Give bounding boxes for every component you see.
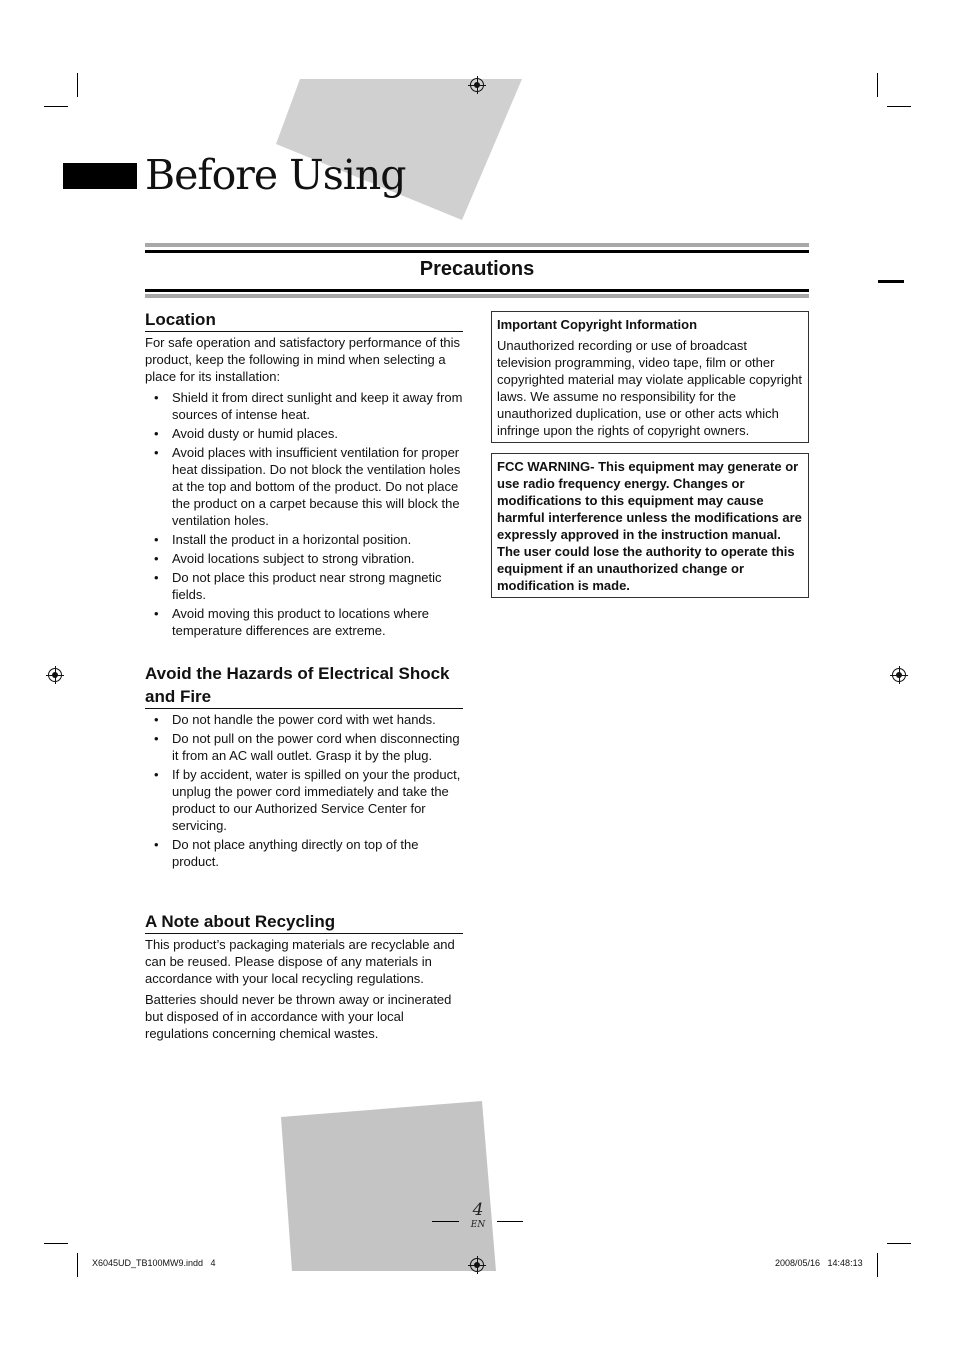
recycling-heading: A Note about Recycling xyxy=(145,910,463,934)
recycling-section xyxy=(145,910,463,1042)
copyright-info-box xyxy=(491,311,809,443)
crop-mark-bl-v xyxy=(77,1253,78,1277)
location-intro: For safe operation and satisfactory performance of this product, keep the following in mind when selecting a place for its installation: xyxy=(145,335,461,384)
registration-mark-left-icon xyxy=(48,668,62,682)
list-item: • Shield it from direct sunlight and keep it away from sources of intense heat. xyxy=(145,389,463,423)
copyright-box-title: Important Copyright Information xyxy=(497,317,698,332)
fcc-warning-text: FCC WARNING- This equipment may generate or use radio frequency energy. Changes or modifications to this equipment may cause harmful interference unless the modifications are expressly approved in the instruction manual. The user could lose the authority to operate this equipment if an unauthorized change or modification is made. xyxy=(497,459,802,593)
hazards-list xyxy=(145,711,463,870)
list-item: • Install the product in a horizontal position. xyxy=(145,531,463,548)
list-item: • Do not pull on the power cord when disconnecting it from an AC wall outlet. Grasp it by the plug. xyxy=(145,730,463,764)
recycling-paragraph-2: Batteries should never be thrown away or incinerated but disposed of in accordance with your local regulations concerning chemical wastes. xyxy=(145,992,452,1041)
section-rule-top-black xyxy=(145,250,809,253)
crop-mark-tr-v xyxy=(877,73,878,97)
chapter-marker-bar xyxy=(63,163,137,189)
list-item: • If by accident, water is spilled on your the product, unplug the power cord immediately and take the product to our Authorized Service Center for servicing. xyxy=(145,766,463,834)
footer-filename: X6045UD_TB100MW9.indd 4 xyxy=(92,1258,216,1268)
recycling-paragraph-1: This product’s packaging materials are recyclable and can be reused. Please dispose of any materials in accordance with your local recycling regulations. xyxy=(145,937,455,986)
footer-timestamp: 2008/05/16 14:48:13 xyxy=(775,1258,863,1268)
registration-mark-right-icon xyxy=(892,668,906,682)
section-rule-bottom-black xyxy=(145,289,809,292)
page-number-rule-left xyxy=(432,1221,459,1222)
page-language: EN xyxy=(470,1220,486,1230)
section-title: Precautions xyxy=(419,258,535,280)
section-rule-bottom-gray xyxy=(145,294,809,298)
crop-mark-br-h xyxy=(887,1243,911,1244)
hazards-heading: Avoid the Hazards of Electrical Shock and Fire xyxy=(145,662,463,709)
location-section xyxy=(145,308,463,641)
crop-mark-br-v xyxy=(877,1253,878,1277)
crop-mark-tl-h xyxy=(44,106,68,107)
crop-mark-tl-v xyxy=(77,73,78,97)
footer-gray-quad xyxy=(281,1101,496,1271)
registration-mark-top-icon xyxy=(470,78,484,92)
location-heading: Location xyxy=(145,308,463,332)
section-rule-top-gray xyxy=(145,243,809,247)
crop-mark-tr-h xyxy=(887,106,911,107)
crop-mark-bl-h xyxy=(44,1243,68,1244)
location-list xyxy=(145,389,463,639)
list-item: • Avoid dusty or humid places. xyxy=(145,425,463,442)
page-number: 4 xyxy=(472,1200,484,1220)
list-item: • Do not place this product near strong magnetic fields. xyxy=(145,569,463,603)
registration-mark-bottom-icon xyxy=(470,1258,484,1272)
hazards-section xyxy=(145,662,463,872)
copyright-box-text: Unauthorized recording or use of broadcast television programming, video tape, film or other copyrighted material may violate applicable copyright laws. We assume no responsibility for the unauthorized duplication, use or other acts which infringe upon the rights of copyright owners. xyxy=(497,338,802,438)
list-item: • Avoid places with insufficient ventilation for proper heat dissipation. Do not block the ventilation holes at the top and bottom of the product. Do not place the product on a carpet because this will block the ventilation holes. xyxy=(145,444,463,529)
page-number-rule-right xyxy=(497,1221,523,1222)
chapter-title: Before Using xyxy=(145,151,406,199)
fcc-warning-box xyxy=(491,453,809,598)
list-item: • Avoid locations subject to strong vibration. xyxy=(145,550,463,567)
sidebar-tab-marker xyxy=(878,280,904,283)
list-item: • Do not place anything directly on top of the product. xyxy=(145,836,463,870)
list-item: • Do not handle the power cord with wet hands. xyxy=(145,711,463,728)
list-item: • Avoid moving this product to locations where temperature differences are extreme. xyxy=(145,605,463,639)
